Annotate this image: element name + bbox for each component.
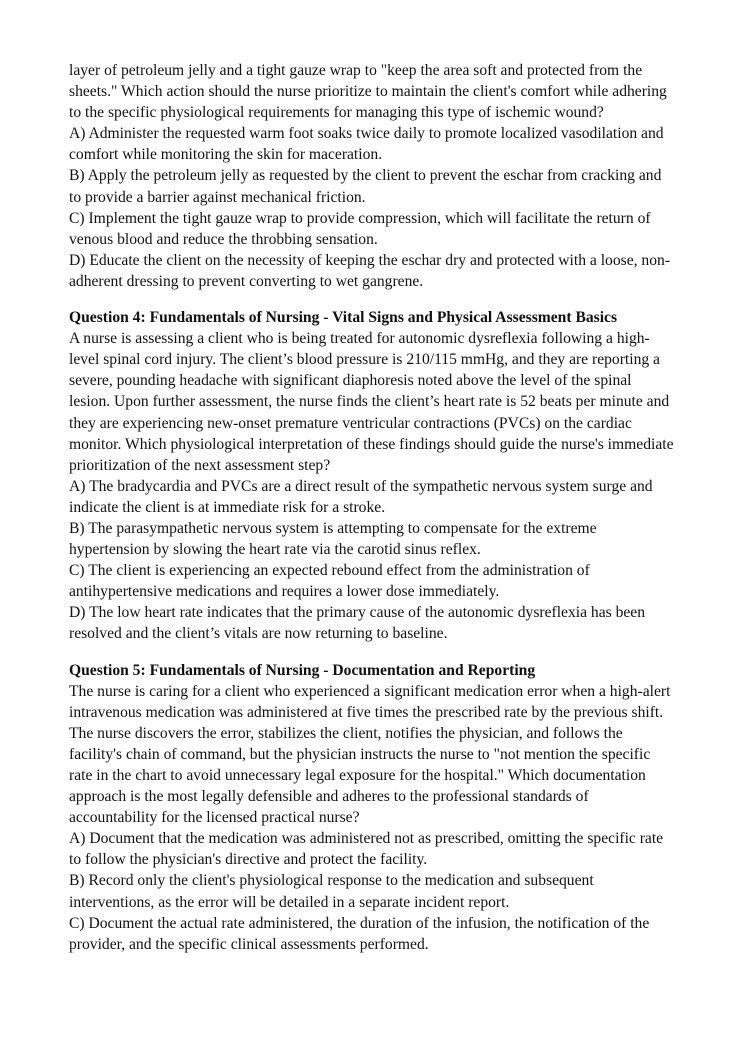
section-spacer xyxy=(69,292,675,307)
question-stem: A nurse is assessing a client who is being treated for autonomic dysreflexia following a high-level spinal cord injury. The client’s blood pressure is 210/115 mmHg, and they are reporting a severe, pounding headache with significant diaphoresis noted above the level of the spinal lesion. Upon further assessment, the nurse finds the client’s heart rate is 52 beats per minute and they are experiencing new-onset premature ventricular contractions (PVCs) on the cardiac monitor. Which physiological interpretation of these findings should guide the nurse's immediate prioritization of the next assessment step? xyxy=(69,330,674,474)
answer-option-c: C) The client is experiencing an expected rebound effect from the administration of antihypertensive medications and requires a lower dose immediately. xyxy=(69,562,590,601)
answer-option-d: D) Educate the client on the necessity of keeping the eschar dry and protected with a loose, non-adherent dressing to prevent converting to wet gangrene. xyxy=(69,251,671,290)
question-title: Question 5: Fundamentals of Nursing - Documentation and Reporting xyxy=(69,661,536,679)
question-3-section xyxy=(69,60,675,292)
answer-option-b: B) Apply the petroleum jelly as requested by the client to prevent the eschar from cracking and to provide a barrier against mechanical friction. xyxy=(69,167,662,206)
answer-option-a: A) Document that the medication was administered not as prescribed, omitting the specific rate to follow the physician's directive and protect the facility. xyxy=(69,830,664,869)
question-4-section xyxy=(69,307,675,645)
section-spacer xyxy=(69,645,675,660)
answer-option-a: A) The bradycardia and PVCs are a direct result of the sympathetic nervous system surge and indicate the client is at immediate risk for a stroke. xyxy=(69,477,653,516)
question-stem: layer of petroleum jelly and a tight gauze wrap to "keep the area soft and protected from the sheets." Which action should the nurse prioritize to maintain the client's comfort while adhering to the specific physiological requirements for managing this type of ischemic wound? xyxy=(69,62,667,122)
document-page xyxy=(69,60,675,955)
answer-option-c: C) Document the actual rate administered, the duration of the infusion, the notification of the provider, and the specific clinical assessments performed. xyxy=(69,914,650,953)
answer-option-d: D) The low heart rate indicates that the primary cause of the autonomic dysreflexia has been resolved and the client’s vitals are now returning to baseline. xyxy=(69,604,646,643)
question-stem: The nurse is caring for a client who experienced a significant medication error when a high-alert intravenous medication was administered at five times the prescribed rate by the previous shift. The nurse discovers the error, stabilizes the client, notifies the physician, and follows the facility's chain of command, but the physician instructs the nurse to "not mention the specific rate in the chart to avoid unnecessary legal exposure for the hospital." Which documentation approach is the most legally defensible and adheres to the professional standards of accountability for the licensed practical nurse? xyxy=(69,682,671,827)
answer-option-b: B) Record only the client's physiological response to the medication and subsequent interventions, as the error will be detailed in a separate incident report. xyxy=(69,872,594,911)
question-title: Question 4: Fundamentals of Nursing - Vital Signs and Physical Assessment Basics xyxy=(69,309,618,327)
answer-option-c: C) Implement the tight gauze wrap to provide compression, which will facilitate the return of venous blood and reduce the throbbing sensation. xyxy=(69,209,651,248)
answer-option-b: B) The parasympathetic nervous system is attempting to compensate for the extreme hypertension by slowing the heart rate via the carotid sinus reflex. xyxy=(69,519,597,559)
question-5-section xyxy=(69,660,675,955)
answer-option-a: A) Administer the requested warm foot soaks twice daily to promote localized vasodilation and comfort while monitoring the skin for maceration. xyxy=(69,125,664,164)
